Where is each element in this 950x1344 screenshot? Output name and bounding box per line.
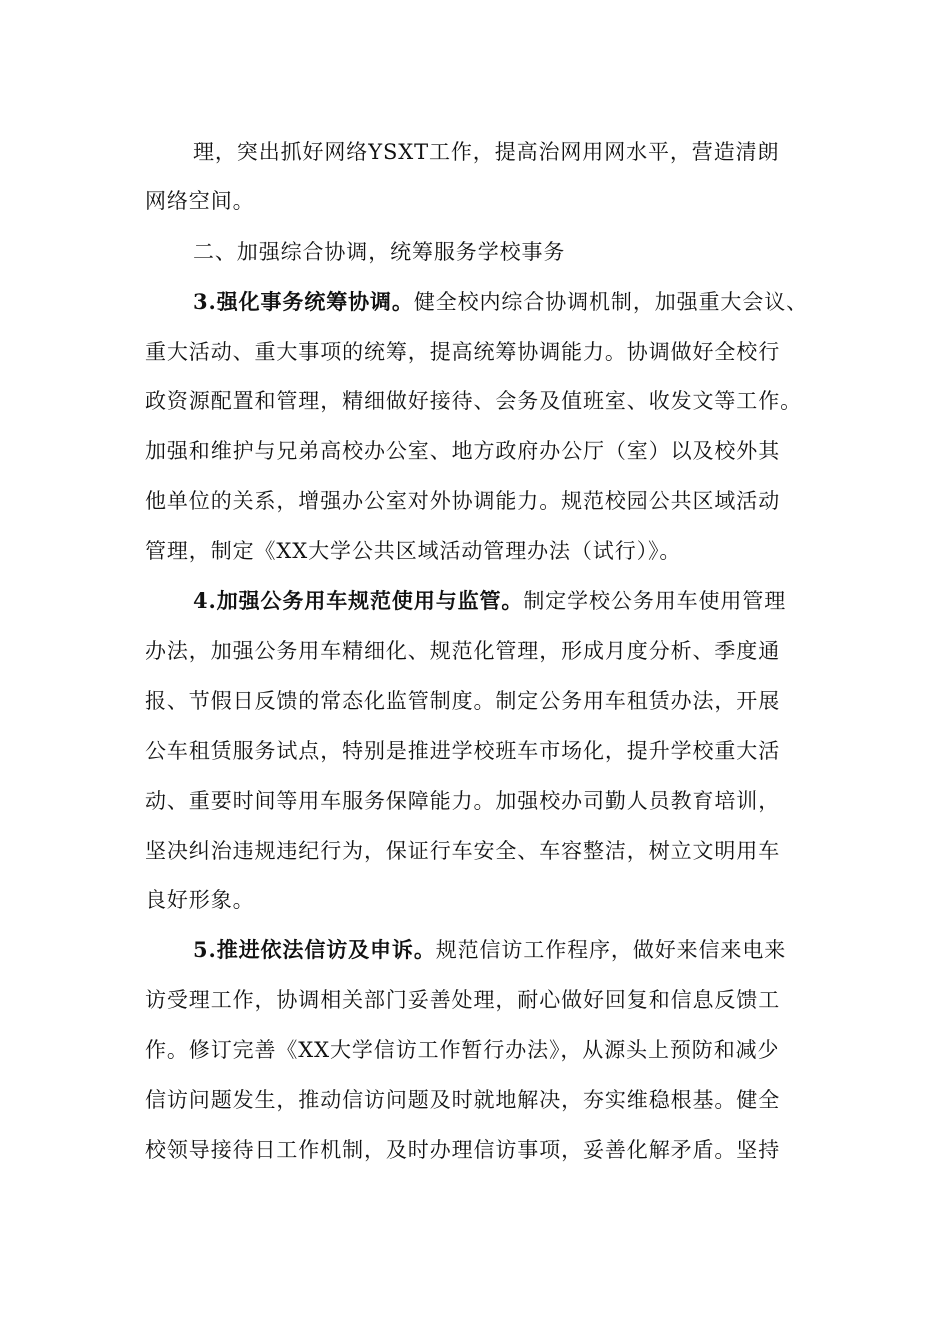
text-line: 办法，加强公务用车精细化、规范化管理，形成月度分析、季度通 bbox=[145, 639, 781, 663]
item-text: 制定学校公务用车使用管理 bbox=[523, 589, 787, 613]
text-line: 政资源配置和管理，精细做好接待、会务及值班室、收发文等工作。 bbox=[145, 389, 802, 413]
item-text: 健全校内综合协调机制，加强重大会议、 bbox=[413, 290, 809, 314]
paragraph-first-line bbox=[193, 935, 786, 965]
text-line: 重大活动、重大事项的统筹，提高统筹协调能力。协调做好全校行 bbox=[145, 340, 781, 364]
text-line: 网络空间。 bbox=[145, 189, 255, 213]
paragraph-first-line bbox=[193, 287, 808, 317]
text-line: 校领导接待日工作机制，及时办理信访事项，妥善化解矛盾。坚持 bbox=[145, 1138, 781, 1162]
paragraph-first-line bbox=[193, 586, 786, 616]
text-line: 良好形象。 bbox=[145, 888, 255, 912]
text-line: 坚决纠治违规违纪行为，保证行车安全、车容整洁，树立文明用车 bbox=[145, 839, 781, 863]
text-line: 访受理工作，协调相关部门妥善处理，耐心做好回复和信息反馈工 bbox=[145, 988, 781, 1012]
item-text: 规范信访工作程序，做好来信来电来 bbox=[435, 938, 787, 962]
text-line: 公车租赁服务试点，特别是推进学校班车市场化，提升学校重大活 bbox=[145, 739, 781, 763]
text-line: 理，突出抓好网络YSXT工作，提高治网用网水平，营造清朗 bbox=[193, 140, 780, 164]
text-line: 报、节假日反馈的常态化监管制度。制定公务用车租赁办法，开展 bbox=[145, 689, 781, 713]
section-heading: 二、加强综合协调，统筹服务学校事务 bbox=[193, 240, 566, 264]
text-line: 加强和维护与兄弟高校办公室、地方政府办公厅（室）以及校外其 bbox=[145, 439, 781, 463]
text-line: 管理，制定《XX大学公共区域活动管理办法（试行）》。 bbox=[145, 539, 682, 563]
item-heading: 5.推进依法信访及申诉。 bbox=[193, 937, 436, 962]
text-line: 动、重要时间等用车服务保障能力。加强校办司勤人员教育培训， bbox=[145, 789, 781, 813]
item-heading: 4.加强公务用车规范使用与监管。 bbox=[193, 588, 524, 613]
text-line: 信访问题发生，推动信访问题及时就地解决，夯实维稳根基。健全 bbox=[145, 1088, 781, 1112]
item-heading: 3.强化事务统筹协调。 bbox=[193, 289, 414, 314]
text-line: 作。修订完善《XX大学信访工作暂行办法》，从源头上预防和减少 bbox=[145, 1038, 780, 1062]
text-line: 他单位的关系，增强办公室对外协调能力。规范校园公共区域活动 bbox=[145, 489, 781, 513]
